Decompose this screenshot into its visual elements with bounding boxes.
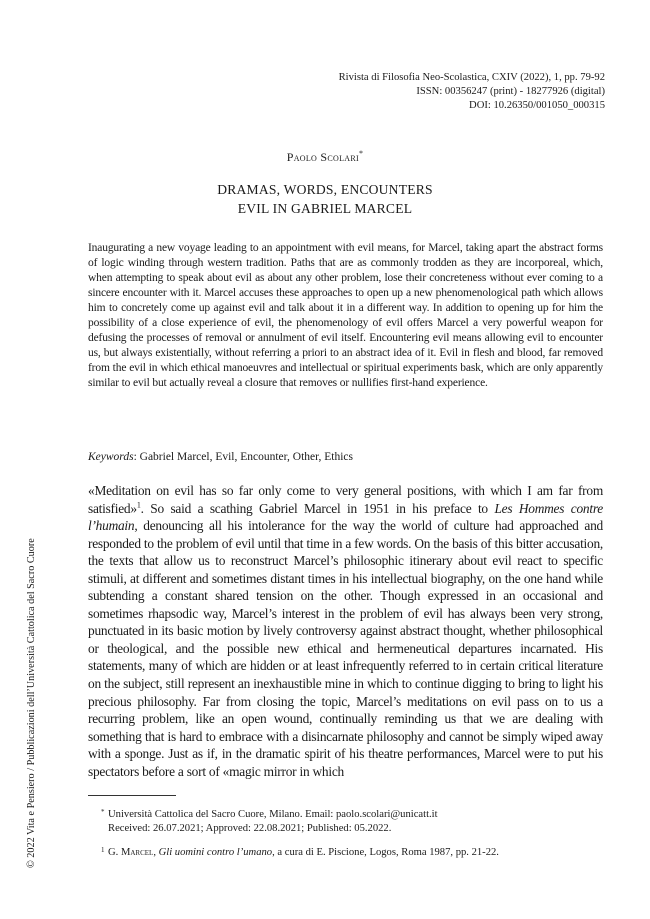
author-footnote-mark: * [358, 149, 364, 158]
keywords-values: : Gabriel Marcel, Evil, Encounter, Other, Ethics [133, 451, 353, 463]
footnote-1 [101, 846, 603, 860]
footnote-reference: 1 [136, 500, 141, 510]
journal-doi: DOI: 10.26350/001050_000315 [469, 100, 605, 111]
footnote-1-title: Gli uomini contro l’umano [158, 847, 273, 858]
body-text-part-1: «Meditation on evil has so far only come to very general positions, with which I am far from satisfied» [88, 483, 603, 516]
footnote-dates: Received: 26.07.2021; Approved: 22.08.2021; Published: 05.2022. [108, 822, 392, 834]
journal-header [205, 71, 605, 113]
author-name-text: Paolo Scolari [286, 150, 359, 164]
article-title-line-2: EVIL IN GABRIEL MARCEL [237, 201, 413, 216]
footnote-divider [88, 795, 176, 796]
keywords-label: Keywords [88, 451, 134, 463]
abstract: Inaugurating a new voyage leading to an appointment with evil means, for Marcel, taking apart the abstract forms of logic winding through western tradition. Paths that are as commonly trodden as they are incorporeal, which, when attempting to speak about evil as about any other problem, lose their concreteness without ever coming to a sincere encounter with it. Marcel accuses these approaches to open up a new phenomenological path which allows him to concretely come up against evil and talk about it in a different way. In addition to opening up for him the possibility of a close experience of evil, the phenomenology of evil offers Marcel a very powerful weapon for defusing the processes of removal or annulment of evil itself. Encountering evil means allowing evil to encounter us, but always existentially, without referring a priori to an abstract idea of it. Evil in flesh and blood, far removed from the evil in which ethical manoeuvres and intellectual or spiritual experiments bask, which are only apparently similar to evil but actually reveal a closure that removes or nullifies first-hand experience. [88, 242, 603, 389]
book-title: Les Hommes contre l’humain [88, 500, 603, 534]
footnote-affiliation: Università Cattolica del Sacro Cuore, Milano. Email: paolo.scolari@unicatt.it [108, 809, 438, 820]
body-text [88, 482, 603, 780]
footnote-author [101, 808, 603, 835]
article-title-line-1: DRAMAS, WORDS, ENCOUNTERS [217, 182, 433, 197]
body-text-part-3: , denouncing all his intolerance for the way the world of culture had approached and responded to the problem of evil until that time in a few words. On the basis of this bitter accusation, the texts that allow us to reconstruct Marcel’s philosophic itinerary about evil react to specific stimuli, at different and sometimes distant times in his intellectual biography, on the one hand while subtending a constant shared tension on the other. Though expressed in an occasional and sometimes rhapsodic way, Marcel’s interest in the problem of evil has always been very strong, punctuated in its basic motion by lively controversy against abstract thought, whether philosophical or theological, and the possible new ethical and hermeneutical departures incarnated. His statements, many of which are hidden or at least infrequently referred to in certain critical literature on the subject, still represent an inexhaustible mine in which to continue digging to bring to light his precious philosophy. Far from closing the topic, Marcel’s meditations on evil pass on to us a recurring problem, like an open wound, continually reminding us that we are dealing with something that is hard to embrace with a disincarnate philosophy and cannot be simply wiped away with a sponge. Just as if, in the dramatic spirit of his theatre performances, Marcel were to put his spectators before a sort of «magic mirror in which [88, 518, 603, 779]
journal-citation: Rivista di Filosofia Neo-Scolastica, CXIV (2022), 1, pp. 79-92 [338, 72, 605, 83]
journal-issn: ISSN: 00356247 (print) - 18277926 (digital) [416, 86, 605, 97]
author-name [0, 150, 650, 165]
copyright-sidebar: © 2022 Vita e Pensiero / Pubblicazioni dell’Università Cattolica del Sacro Cuore [26, 538, 37, 868]
footnote-1-author: G. Marcel [108, 847, 154, 858]
footnote-1-rest: , a cura di E. Piscione, Logos, Roma 1987, pp. 21-22. [272, 847, 499, 858]
footnote-1-sep: , [153, 847, 159, 858]
body-text-part-2: . So said a scathing Gabriel Marcel in 1951 in his preface to [140, 500, 495, 516]
footnote-1-mark: 1 [101, 846, 105, 854]
keywords [88, 450, 603, 465]
footnote-author-mark: * [101, 808, 105, 816]
article-title [0, 180, 650, 218]
